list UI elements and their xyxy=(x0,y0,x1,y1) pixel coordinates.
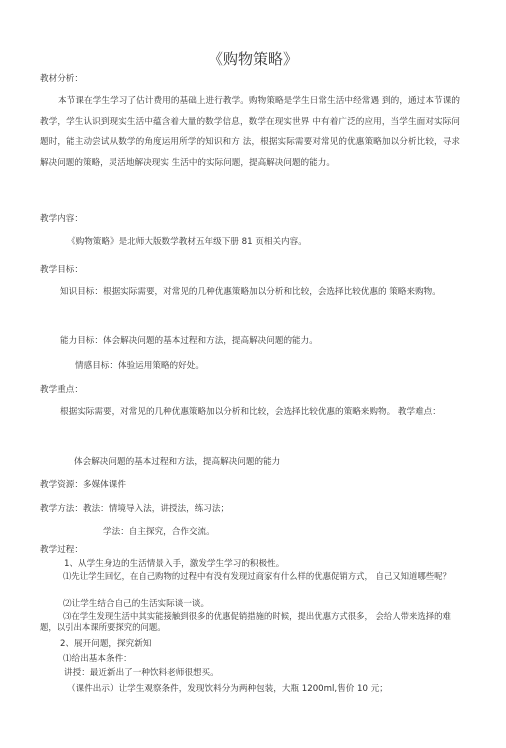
goal-ability: 能力目标：体会解决问题的基本过程和方法，提高解决问题的能力。 xyxy=(60,336,318,346)
material-analysis-heading: 教材分析： xyxy=(40,74,83,84)
process-step-2a: ⑴给出基本条件： xyxy=(63,654,132,664)
material-analysis-paragraph: 本节课在学生学习了估计费用的基础上进行教学。购物策略是学生日常生活中经常遇 到的，通过本节课的教学，学生认识到现实生活中蕴含着大量的数学信息，数学在现实世界 中有着广泛的应用，当学生面对实际问题时，能主动尝试从数学的角度运用所学的知识和方 法，根据实际需要对常见的优惠策略加以分析比较，寻求解决问题的策略，灵活地解决现实 生活中的实际问题，提高解决问题的能力。 xyxy=(40,96,460,168)
content-text: 《购物策略》是北师大版数学教材五年级下册 81 页相关内容。 xyxy=(67,237,307,247)
goal-knowledge: 知识目标：根据实际需要，对常见的几种优惠策略加以分析和比较，会选择比较优惠的 策略来购物。 xyxy=(60,287,441,297)
process-step-2b: 讲授：最近新出了一种饮料老师很想买。 xyxy=(64,668,219,678)
key-point: 根据实际需要，对常见的几种优惠策略加以分析和比较，会选择比较优惠的策略来购物。 教学难点： xyxy=(60,407,441,417)
goal-emotion: 情感目标：体验运用策略的好处。 xyxy=(75,361,204,371)
process-step-1: 1、从学生身边的生活情景入手，激发学生学习的积极性。 xyxy=(64,559,285,569)
process-step-1b: ⑵让学生结合自己的生活实际谈一谈。 xyxy=(63,599,210,609)
process-step-2c: （课件出示）让学生观察条件，发现饮料分为两种包装，大瓶 1200ml,售价 10 元； xyxy=(67,684,388,694)
methods-text: 教学方法：教法：情境导入法，讲授法，练习法； xyxy=(40,504,230,514)
goals-heading: 教学目标： xyxy=(40,265,83,275)
key-heading: 教学重点： xyxy=(40,385,83,395)
process-step-1c: ⑶在学生发现生活中其实能接触到很多的优惠促销措施的时候，提出优惠方式很多， 会给人带来选择的难题，以引出本课所要探究的问题。 xyxy=(40,611,451,632)
process-step-1a: ⑴先让学生回忆，在自己购物的过程中有没有发现过商家有什么样的优惠促销方式， 自己又知道哪些呢？ xyxy=(63,571,451,581)
process-heading: 教学过程： xyxy=(40,545,83,555)
methods-study-text: 学法：自主探究，合作交流。 xyxy=(103,527,215,537)
document-title: 《购物策略》 xyxy=(207,50,298,68)
content-heading: 教学内容： xyxy=(40,214,83,224)
resources-text: 教学资源：多媒体课件 xyxy=(40,480,126,490)
difficulty-text: 体会解决问题的基本过程和方法，提高解决问题的能力 xyxy=(74,457,281,467)
process-step-2: 2、展开问题，探究新知 xyxy=(60,639,152,649)
